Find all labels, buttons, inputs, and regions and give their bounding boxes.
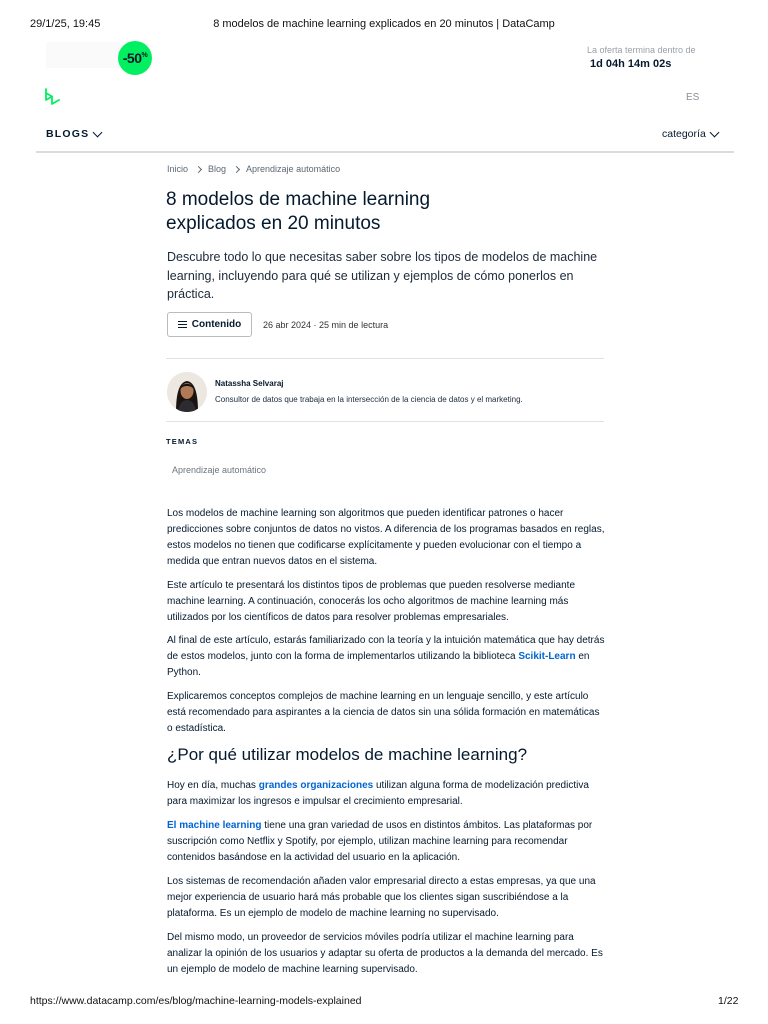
nav-divider: [36, 151, 734, 153]
table-of-contents-button[interactable]: [167, 312, 252, 337]
body-paragraph: Los sistemas de recomendación añaden valor empresarial directo a estas empresas, ya que una mejor experiencia de usuario hará más probable que los clientes sigan suscribiéndose a la plataforma. Es un ejemplo de modelo de machine learning no supervisado.: [167, 876, 596, 919]
topic-tag[interactable]: Aprendizaje automático: [172, 465, 267, 475]
author-photo: [167, 372, 207, 412]
breadcrumb-category[interactable]: Aprendizaje automático: [246, 164, 341, 174]
large-organizations-link[interactable]: grandes organizaciones: [258, 780, 374, 791]
body-paragraph: Del mismo modo, un proveedor de servicios móviles podría utilizar el machine learning para analizar la opinión de los usuarios y adaptar su oferta de productos a la demanda del mercado. Es un ejemplo de modelo de machine learning supervisado.: [167, 932, 603, 975]
author-bio: Consultor de datos que trabaja en la intersección de la ciencia de datos y el marketing.: [215, 395, 523, 404]
print-datetime: 29/1/25, 19:45: [30, 18, 101, 30]
offer-countdown: 1d 04h 14m 02s: [590, 58, 672, 70]
body-text: tiene una gran variedad de usos en distintos ámbitos. Las plataformas por suscripción como Netflix y Spotify, por ejemplo, utilizan machine learning para recomendar contenidos basándose en la actividad del usuario en la aplicación.: [167, 820, 593, 863]
print-header: [0, 18, 768, 32]
discount-badge[interactable]: [118, 41, 152, 75]
blogs-menu-label: BLOGS: [46, 128, 90, 140]
datacamp-logo-icon[interactable]: [44, 87, 62, 107]
list-icon: [178, 321, 187, 328]
breadcrumb-blog[interactable]: Blog: [208, 164, 227, 174]
author-divider-top: [166, 358, 604, 359]
category-menu-label: categoría: [662, 128, 706, 140]
print-page-title: 8 modelos de machine learning explicados en 20 minutos | DataCamp: [213, 18, 555, 30]
author-avatar[interactable]: [167, 372, 207, 412]
blogs-menu[interactable]: [46, 128, 101, 140]
toc-button-label: Contenido: [191, 319, 242, 330]
body-paragraph: Los modelos de machine learning son algoritmos que pueden identificar patrones o hacer predicciones sobre conjuntos de datos no vistos. A diferencia de los programas basados en reglas, estos modelos no tienen que codificarse explícitamente y pueden evolucionar con el tiempo a medida que entran nuevos datos en el sistema.: [167, 508, 605, 567]
promo-logo-placeholder: [46, 42, 120, 68]
body-paragraph: Este artículo te presentará los distintos tipos de problemas que pueden resolverse mediante machine learning. A continuación, conocerás los ocho algoritmos de machine learning más utilizados por los científicos de datos para resolver problemas empresariales.: [167, 580, 576, 623]
print-page-number: 1/22: [718, 995, 739, 1007]
chevron-right-icon: [195, 165, 202, 172]
chevron-right-icon: [233, 165, 240, 172]
category-menu[interactable]: [662, 128, 718, 140]
print-url: https://www.datacamp.com/es/blog/machine-learning-models-explained: [30, 995, 362, 1007]
breadcrumb: [167, 164, 340, 174]
author-divider-bottom: [166, 421, 604, 422]
article-subtitle: Descubre todo lo que necesitas saber sobre los tipos de modelos de machine learning, incluyendo para qué se utilizan y ejemplos de cómo ponerlos en práctica.: [167, 250, 598, 301]
article-title: 8 modelos de machine learning explicados en 20 minutos: [166, 189, 431, 234]
article-meta: 26 abr 2024 · 25 min de lectura: [263, 320, 389, 330]
machine-learning-link[interactable]: El machine learning: [167, 820, 262, 831]
section-heading: ¿Por qué utilizar modelos de machine learning?: [167, 745, 528, 764]
body-paragraph: [167, 818, 607, 866]
discount-percent: %: [141, 51, 148, 59]
language-selector[interactable]: ES: [686, 92, 700, 103]
chevron-down-icon: [93, 127, 103, 137]
body-text: utilizan alguna forma de modelización predictiva para maximizar los ingresos e impulsar el crecimiento empresarial.: [167, 780, 589, 807]
body-text: Al final de este artículo, estarás familiarizado con la teoría y la intuición matemática que hay detrás de estos modelos, junto con la forma de implementarlos utilizando la biblioteca: [167, 635, 605, 662]
offer-label: La oferta termina dentro de: [587, 45, 696, 55]
body-paragraph: [167, 778, 607, 810]
body-paragraph: Explicaremos conceptos complejos de machine learning en un lenguaje sencillo, y este artículo está recomendado para aspirantes a la ciencia de datos sin una sólida formación en matemáticas o estadística.: [167, 691, 600, 734]
chevron-down-icon: [709, 127, 719, 137]
topics-heading: TEMAS: [166, 437, 199, 446]
body-text: Hoy en día, muchas: [167, 780, 259, 791]
author-name[interactable]: Natassha Selvaraj: [215, 379, 284, 388]
scikit-learn-link[interactable]: Scikit-Learn: [518, 651, 576, 662]
body-paragraph: [167, 633, 607, 681]
breadcrumb-home[interactable]: Inicio: [167, 164, 189, 174]
discount-value: -50: [122, 50, 142, 66]
body-text: en Python.: [167, 651, 590, 678]
